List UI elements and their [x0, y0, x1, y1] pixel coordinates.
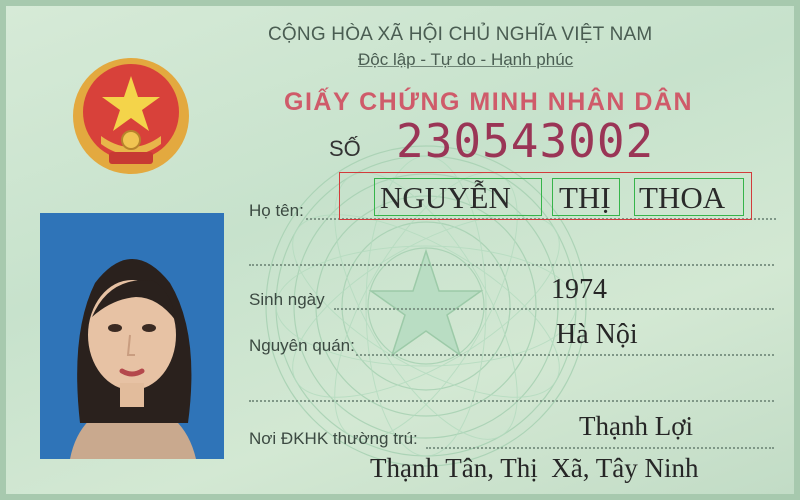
residence-line-2: Thạnh Tân, Thị Xã, Tây Ninh	[370, 453, 699, 483]
motto: Độc lập - Tự do - Hạnh phúc	[358, 50, 574, 69]
country-heading: CỘNG HÒA XÃ HỘI CHỦ NGHĨA VIỆT NAM	[268, 24, 653, 45]
blank-dotted-line	[249, 264, 774, 266]
origin-dotted-line	[356, 354, 774, 356]
id-number-label: SỐ	[329, 136, 361, 161]
name-label: Họ tên:	[249, 201, 304, 220]
name-word-1: NGUYỄN	[380, 180, 511, 215]
residence-line-1: Thạnh Lợi	[579, 411, 693, 441]
origin-value: Hà Nội	[556, 319, 638, 350]
birth-label: Sinh ngày	[249, 290, 325, 309]
residence-label: Nơi ĐKHK thường trú:	[249, 429, 418, 448]
national-emblem-icon	[66, 54, 196, 184]
portrait-photo	[40, 213, 224, 459]
birth-dotted-line	[334, 308, 774, 310]
residence-dotted-line	[426, 447, 774, 449]
origin-label: Nguyên quán:	[249, 336, 355, 355]
id-number: 230543002	[396, 114, 655, 168]
birth-value: 1974	[551, 274, 607, 305]
blank-dotted-line	[249, 400, 774, 402]
portrait-figure	[40, 213, 224, 459]
name-word-3: THOA	[639, 180, 726, 215]
card-title: GIẤY CHỨNG MINH NHÂN DÂN	[284, 88, 694, 116]
name-word-2: THỊ	[559, 180, 611, 215]
